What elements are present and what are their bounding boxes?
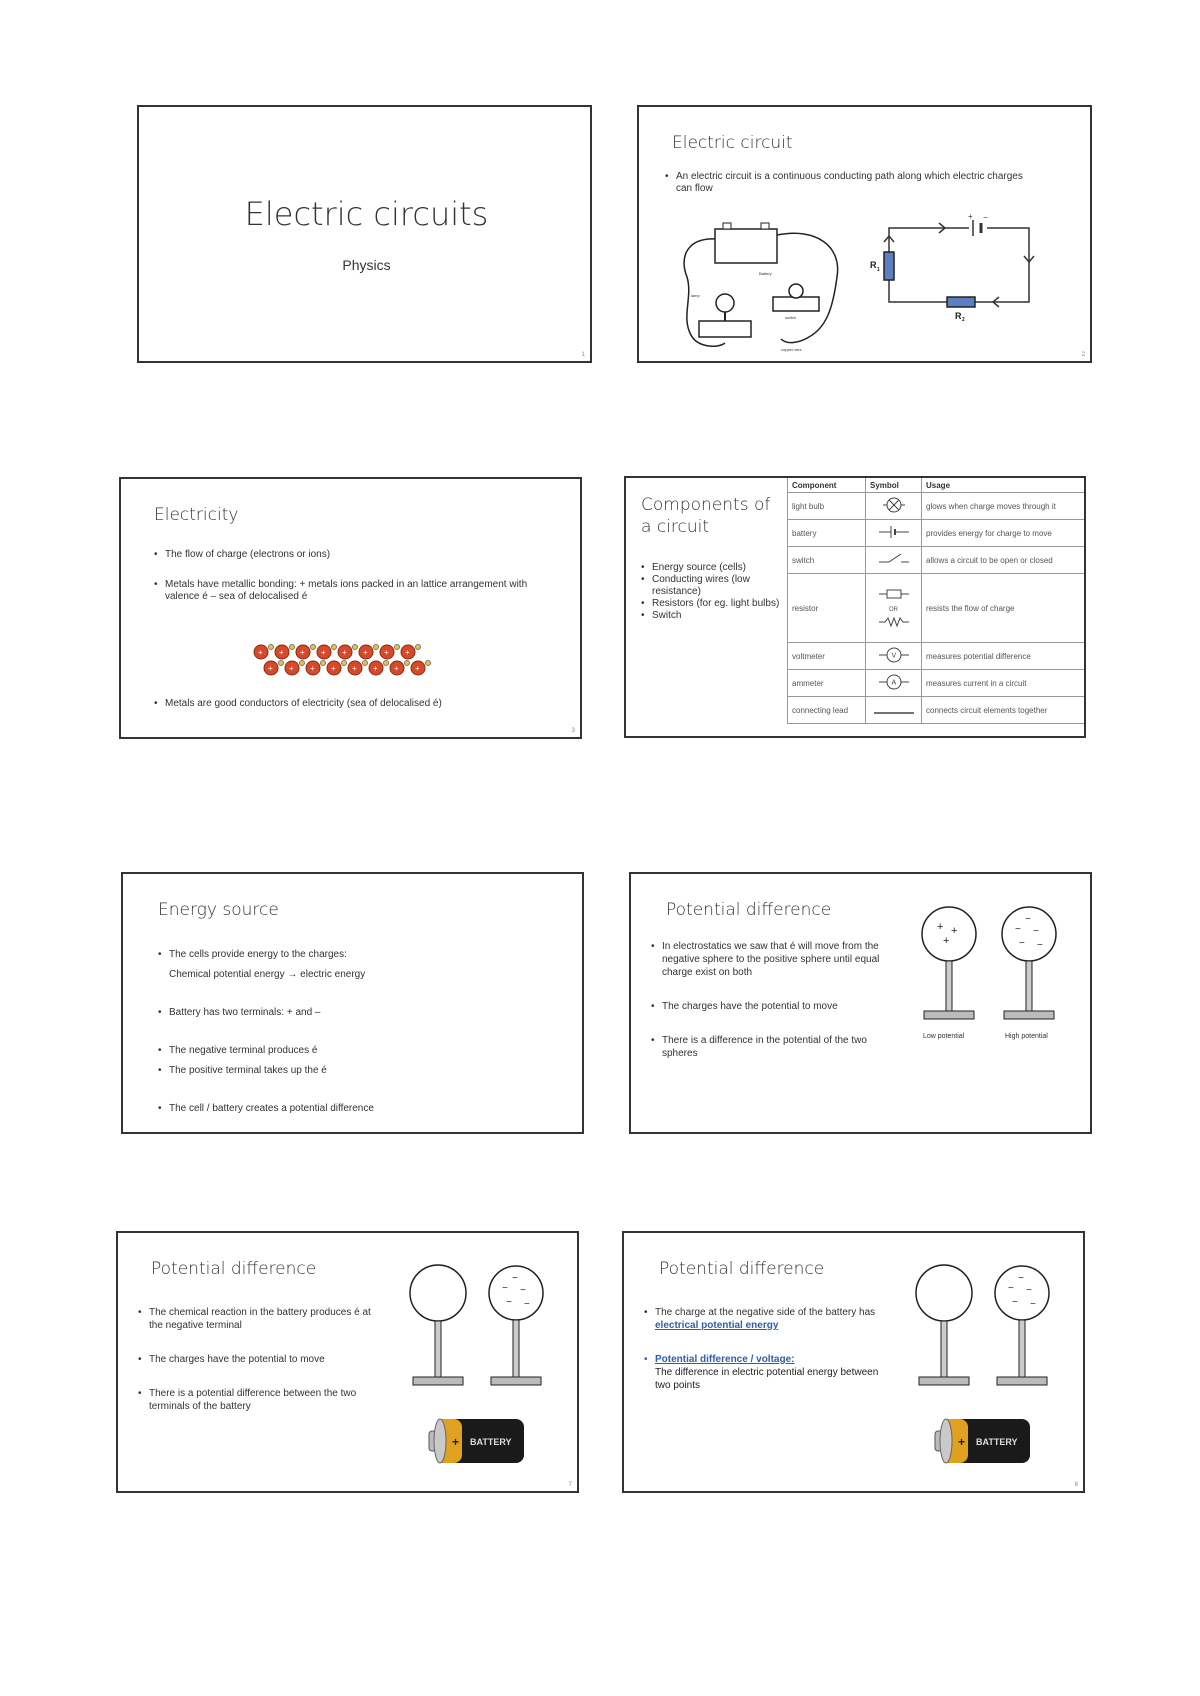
table-row bbox=[788, 574, 1087, 643]
slide-6 bbox=[629, 872, 1092, 1134]
svg-text:−: − bbox=[1012, 1297, 1018, 1308]
ion-charge-sign: + bbox=[405, 648, 410, 657]
svg-text:−: − bbox=[512, 1273, 518, 1284]
page-number: 2 bbox=[1081, 352, 1085, 358]
bullet: • The positive terminal takes up the é bbox=[158, 1061, 558, 1081]
label-switch: switch bbox=[785, 315, 797, 320]
label-r2: R bbox=[955, 311, 962, 321]
bullet: • Switch bbox=[641, 610, 781, 622]
label-wire: copper wire bbox=[781, 347, 802, 352]
svg-text:−: − bbox=[502, 1283, 508, 1294]
svg-text:−: − bbox=[983, 213, 988, 222]
svg-text:−: − bbox=[1025, 914, 1031, 925]
resistor-symbol-icon bbox=[866, 574, 922, 643]
table-cell: allows a circuit to be open or closed bbox=[922, 547, 1087, 574]
bullet-list bbox=[154, 549, 534, 603]
table-cell: glows when charge moves through it bbox=[922, 493, 1087, 520]
battery-symbol-icon bbox=[866, 520, 922, 547]
ion-charge-sign: + bbox=[384, 648, 389, 657]
svg-text:−: − bbox=[1026, 1285, 1032, 1296]
ion-charge-sign: + bbox=[321, 648, 326, 657]
components-table bbox=[787, 477, 1086, 724]
table-row bbox=[788, 670, 1087, 697]
bullet: • The flow of charge (electrons or ions) bbox=[154, 549, 534, 561]
svg-text:−: − bbox=[1033, 926, 1039, 937]
electron bbox=[384, 661, 389, 666]
circuit-schematic bbox=[869, 212, 1049, 322]
ion-charge-sign: + bbox=[258, 648, 263, 657]
bullet: • Metals have metallic bonding: + metals ions packed in an lattice arrangement with valence é – sea of delocalised é bbox=[154, 579, 534, 603]
electron bbox=[269, 645, 274, 650]
slide-title: Potential difference bbox=[151, 1259, 317, 1279]
ion-charge-sign: + bbox=[363, 648, 368, 657]
ion-charge-sign: + bbox=[415, 664, 420, 673]
battery-icon bbox=[428, 1413, 528, 1469]
label-r2-sub: 2 bbox=[962, 317, 965, 322]
bullet-body: The difference in electric potential energy between two points bbox=[655, 1367, 879, 1391]
electron bbox=[353, 645, 358, 650]
svg-text:−: − bbox=[1008, 1283, 1014, 1294]
table-cell: provides energy for charge to move bbox=[922, 520, 1087, 547]
table-row bbox=[788, 493, 1087, 520]
slide-3 bbox=[119, 477, 582, 739]
table-cell: ammeter bbox=[788, 670, 866, 697]
table-cell: connecting lead bbox=[788, 697, 866, 724]
spheres-illustration bbox=[408, 1263, 558, 1393]
bullet: • The negative terminal produces é bbox=[158, 1041, 558, 1061]
table-row bbox=[788, 520, 1087, 547]
table-cell: resistor bbox=[788, 574, 866, 643]
slide-title: Potential difference bbox=[666, 900, 832, 920]
label-r1: R bbox=[870, 260, 877, 270]
page-number: 3 bbox=[571, 728, 575, 734]
electron bbox=[426, 661, 431, 666]
svg-text:−: − bbox=[1018, 1273, 1024, 1284]
svg-text:−: − bbox=[1037, 940, 1043, 951]
battery-label: BATTERY bbox=[470, 1437, 512, 1447]
electron bbox=[395, 645, 400, 650]
ion-charge-sign: + bbox=[373, 664, 378, 673]
ion-charge-sign: + bbox=[289, 664, 294, 673]
slide-title: Potential difference bbox=[659, 1259, 825, 1279]
circuit-illustration bbox=[677, 217, 847, 357]
electron bbox=[332, 645, 337, 650]
ion-charge-sign: + bbox=[394, 664, 399, 673]
slide-8 bbox=[622, 1231, 1085, 1493]
svg-text:+: + bbox=[937, 921, 944, 933]
slide-2 bbox=[637, 105, 1092, 363]
charged-spheres-illustration bbox=[919, 904, 1069, 1044]
svg-text:V: V bbox=[891, 652, 896, 660]
label-battery: Battery bbox=[759, 271, 772, 276]
column-header: Symbol bbox=[866, 478, 922, 493]
slide-title: Components of a circuit bbox=[641, 495, 771, 537]
table-cell: measures current in a circuit bbox=[922, 670, 1087, 697]
slide-title: Electric circuit bbox=[672, 133, 793, 153]
svg-text:+: + bbox=[452, 1435, 460, 1449]
svg-text:+: + bbox=[968, 212, 973, 221]
slide-7 bbox=[116, 1231, 579, 1493]
electron bbox=[374, 645, 379, 650]
ion-charge-sign: + bbox=[331, 664, 336, 673]
label-low-potential: Low potential bbox=[923, 1033, 965, 1040]
ion-charge-sign: + bbox=[279, 648, 284, 657]
electrical-potential-energy-link[interactable]: electrical potential energy bbox=[655, 1320, 779, 1331]
label-lamp: lamp bbox=[691, 293, 700, 298]
bullet bbox=[644, 1353, 894, 1366]
bullet: • An electric circuit is a continuous conducting path along which electric charges can flow bbox=[665, 171, 1025, 195]
label-high-potential: High potential bbox=[1005, 1033, 1048, 1040]
ion-charge-sign: + bbox=[342, 648, 347, 657]
table-cell: switch bbox=[788, 547, 866, 574]
electron bbox=[405, 661, 410, 666]
bullet: • There is a difference in the potential of the two spheres bbox=[651, 1034, 896, 1060]
bullet: • Battery has two terminals: + and – bbox=[158, 1003, 558, 1023]
slide-title: Electricity bbox=[154, 505, 239, 525]
electron bbox=[300, 661, 305, 666]
svg-text:−: − bbox=[1015, 924, 1021, 935]
page-number: 8 bbox=[1074, 1482, 1078, 1488]
svg-text:+: + bbox=[943, 935, 950, 947]
table-cell: connects circuit elements together bbox=[922, 697, 1087, 724]
lead-symbol-icon bbox=[866, 697, 922, 724]
bullet: • There is a potential difference between the two terminals of the battery bbox=[138, 1387, 373, 1413]
bullet: • The cells provide energy to the charges: bbox=[158, 945, 558, 965]
bullet-list bbox=[651, 940, 896, 1060]
table-cell: battery bbox=[788, 520, 866, 547]
svg-text:−: − bbox=[1030, 1299, 1036, 1310]
spheres-illustration bbox=[914, 1263, 1064, 1393]
battery-icon bbox=[934, 1413, 1034, 1469]
bullet-list bbox=[641, 562, 781, 622]
slide-title: Electric circuits bbox=[244, 195, 489, 233]
label-r1-sub: 1 bbox=[877, 267, 880, 273]
ion-charge-sign: + bbox=[300, 648, 305, 657]
slide-1 bbox=[137, 105, 592, 363]
svg-text:+: + bbox=[951, 925, 958, 937]
electron bbox=[290, 645, 295, 650]
table-cell: light bulb bbox=[788, 493, 866, 520]
svg-text:−: − bbox=[524, 1299, 530, 1310]
ion-charge-sign: + bbox=[352, 664, 357, 673]
bullet-text: The charge at the negative side of the battery has bbox=[655, 1307, 876, 1318]
electron bbox=[363, 661, 368, 666]
metal-lattice-illustration bbox=[251, 640, 431, 680]
electron bbox=[279, 661, 284, 666]
bullet bbox=[644, 1306, 894, 1332]
bullet-continuation: Chemical potential energy → electric energy bbox=[169, 969, 366, 980]
ion-charge-sign: + bbox=[268, 664, 273, 673]
or-label: OR bbox=[889, 607, 898, 613]
voltmeter-symbol-icon bbox=[866, 643, 922, 670]
table-row bbox=[788, 697, 1087, 724]
electron bbox=[416, 645, 421, 650]
page-number: 1 bbox=[581, 352, 585, 358]
table-row bbox=[788, 547, 1087, 574]
bullet: • The charges have the potential to move bbox=[651, 1000, 896, 1013]
switch-symbol-icon bbox=[866, 547, 922, 574]
bullet-list bbox=[644, 1306, 894, 1392]
slide-4 bbox=[624, 476, 1086, 738]
slide-subtitle: Physics bbox=[342, 257, 391, 273]
bullet: • Conducting wires (low resistance) bbox=[641, 574, 781, 598]
table-row bbox=[788, 643, 1087, 670]
page-number: 7 bbox=[568, 1482, 572, 1488]
ion-charge-sign: + bbox=[310, 664, 315, 673]
ammeter-symbol-icon bbox=[866, 670, 922, 697]
svg-text:−: − bbox=[506, 1297, 512, 1308]
bullet: • The charges have the potential to move bbox=[138, 1353, 373, 1366]
bullet: • The cell / battery creates a potential difference bbox=[158, 1099, 558, 1119]
zigzag-resistor-icon bbox=[879, 617, 909, 627]
lamp-symbol-icon bbox=[866, 493, 922, 520]
bullet-heading: Potential difference / voltage: bbox=[655, 1354, 795, 1365]
table-cell: resists the flow of charge bbox=[922, 574, 1087, 643]
bullet: • In electrostatics we saw that é will move from the negative sphere to the positive sphere until equal charge exist on both bbox=[651, 940, 896, 979]
bullet: • Energy source (cells) bbox=[641, 562, 781, 574]
electron bbox=[311, 645, 316, 650]
bullet-list bbox=[138, 1306, 373, 1413]
column-header: Component bbox=[788, 478, 866, 493]
svg-text:A: A bbox=[891, 679, 896, 687]
bullet: • The chemical reaction in the battery produces é at the negative terminal bbox=[138, 1306, 373, 1332]
bullet-list bbox=[158, 945, 558, 1119]
battery-label: BATTERY bbox=[976, 1437, 1018, 1447]
slide-5 bbox=[121, 872, 584, 1134]
table-cell: voltmeter bbox=[788, 643, 866, 670]
bullet-list bbox=[154, 698, 574, 710]
slide-title: Energy source bbox=[158, 900, 279, 920]
electron bbox=[321, 661, 326, 666]
electron bbox=[342, 661, 347, 666]
table-header-row bbox=[788, 478, 1087, 493]
svg-text:−: − bbox=[520, 1285, 526, 1296]
bullet: • Resistors (for eg. light bulbs) bbox=[641, 598, 781, 610]
bullet-list bbox=[665, 171, 1025, 195]
svg-text:+: + bbox=[958, 1435, 966, 1449]
table-cell: measures potential difference bbox=[922, 643, 1087, 670]
column-header: Usage bbox=[922, 478, 1087, 493]
bullet: • Metals are good conductors of electricity (sea of delocalised é) bbox=[154, 698, 574, 710]
svg-text:−: − bbox=[1019, 938, 1025, 949]
